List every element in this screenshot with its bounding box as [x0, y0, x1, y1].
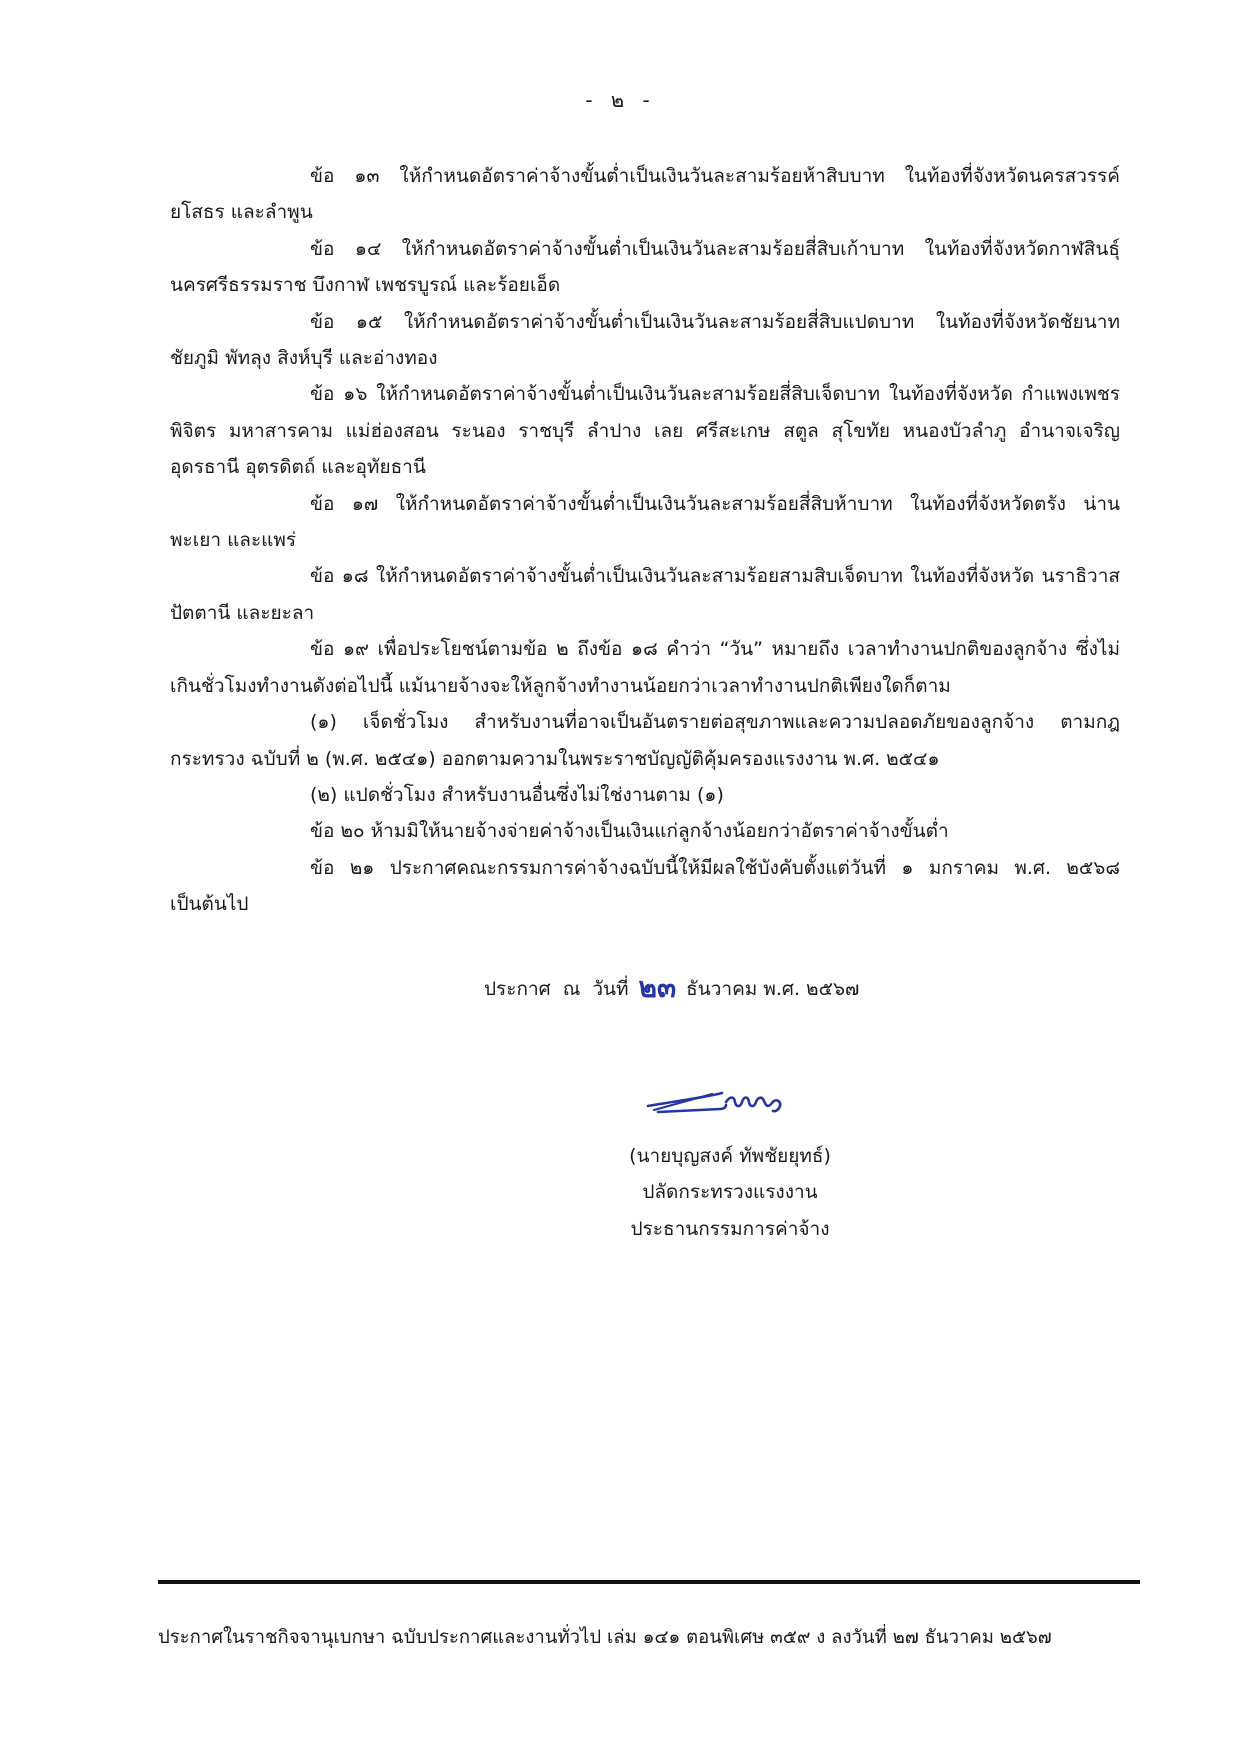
- clause-21: ข้อ ๒๑ ประกาศคณะกรรมการค่าจ้างฉบับนี้ให้มีผลใช้บังคับตั้งแต่วันที่ ๑ มกราคม พ.ศ. ๒๕๖๘ เป็นต้นไป: [170, 856, 1120, 916]
- clause-14: ข้อ ๑๔ ให้กำหนดอัตราค่าจ้างขั้นต่ำเป็นเงินวันละสามร้อยสี่สิบเก้าบาท ในท้องที่จังหวัดกาฬสินธุ์ นครศรีธรรมราช บึงกาฬ เพชรบูรณ์ และร้อยเอ็ด: [170, 237, 1120, 297]
- clause-17: ข้อ ๑๗ ให้กำหนดอัตราค่าจ้างขั้นต่ำเป็นเงินวันละสามร้อยสี่สิบห้าบาท ในท้องที่จังหวัดตรัง น่าน พะเยา และแพร่: [170, 492, 1120, 552]
- clause-18: ข้อ ๑๘ ให้กำหนดอัตราค่าจ้างขั้นต่ำเป็นเงินวันละสามร้อยสามสิบเจ็ดบาท ในท้องที่จังหวัด นราธิวาส ปัตตานี และยะลา: [170, 565, 1120, 624]
- clause-20: ข้อ ๒๐ ห้ามมิให้นายจ้างจ่ายค่าจ้างเป็นเงินแก่ลูกจ้างน้อยกว่าอัตราค่าจ้างขั้นต่ำ: [310, 820, 949, 843]
- signature-image: [640, 1072, 800, 1122]
- document-body: [170, 158, 1120, 923]
- gazette-footer: ประกาศในราชกิจจานุเบกษา ฉบับประกาศและงานทั่วไป เล่ม ๑๔๑ ตอนพิเศษ ๓๕๙ ง ลงวันที่ ๒๗ ธันวาคม ๒๕๖๗: [158, 1627, 1052, 1648]
- signer-committee-role: ประธานกรรมการค่าจ้าง: [630, 1217, 830, 1240]
- clause-19: ข้อ ๑๙ เพื่อประโยชน์ตามข้อ ๒ ถึงข้อ ๑๘ คำว่า “วัน” หมายถึง เวลาทำงานปกติของลูกจ้าง ซึ่งไม่เกินชั่วโมงทำงานดังต่อไปนี้ แม้นายจ้างจะให้ลูกจ้างทำงานน้อยกว่าเวลาทำงานปกติเพียงใดก็ตาม: [170, 638, 1120, 697]
- clause-15: ข้อ ๑๕ ให้กำหนดอัตราค่าจ้างขั้นต่ำเป็นเงินวันละสามร้อยสี่สิบแปดบาท ในท้องที่จังหวัดชัยนาท ชัยภูมิ พัทลุง สิงห์บุรี และอ่างทอง: [170, 310, 1120, 370]
- clause-13: ข้อ ๑๓ ให้กำหนดอัตราค่าจ้างขั้นต่ำเป็นเงินวันละสามร้อยห้าสิบบาท ในท้องที่จังหวัดนครสวรรค์ ยโสธร และลำพูน: [170, 165, 1120, 224]
- clause-19-item-1: (๑) เจ็ดชั่วโมง สำหรับงานที่อาจเป็นอันตรายต่อสุขภาพและความปลอดภัยของลูกจ้าง ตามกฎกระทรวง ฉบับที่ ๒ (พ.ศ. ๒๕๔๑) ออกตามความในพระราชบัญญัติคุ้มครองแรงงาน พ.ศ. ๒๕๔๑: [170, 711, 1120, 770]
- announcement-month-year: ธันวาคม พ.ศ. ๒๕๖๗: [686, 978, 860, 1000]
- announcement-date: [484, 966, 859, 1010]
- announcement-at: ณ: [562, 978, 581, 1000]
- clause-19-item-2: (๒) แปดชั่วโมง สำหรับงานอื่นซึ่งไม่ใช่งานตาม (๑): [310, 783, 724, 806]
- announcement-day-label: วันที่: [592, 978, 629, 1000]
- announcement-day-handwritten: ๒๓: [638, 971, 677, 1004]
- signer-block: [560, 1138, 900, 1247]
- signer-name: (นายบุญสงค์ ทัพชัยยุทธ์): [629, 1145, 831, 1167]
- page-number: - ๒ -: [585, 88, 656, 112]
- clause-16: ข้อ ๑๖ ให้กำหนดอัตราค่าจ้างขั้นต่ำเป็นเงินวันละสามร้อยสี่สิบเจ็ดบาท ในท้องที่จังหวัด กำแพงเพชร พิจิตร มหาสารคาม แม่ฮ่องสอน ระนอง ราชบุรี ลำปาง เลย ศรีสะเกษ สตูล สุโขทัย หนองบัวลำภู อำนาจเจริญ อุดรธานี อุตรดิตถ์ และอุทัยธานี: [170, 383, 1120, 479]
- footer-divider: [158, 1580, 1140, 1584]
- announcement-prefix: ประกาศ: [484, 978, 551, 1000]
- signer-position: ปลัดกระทรวงแรงงาน: [642, 1181, 818, 1204]
